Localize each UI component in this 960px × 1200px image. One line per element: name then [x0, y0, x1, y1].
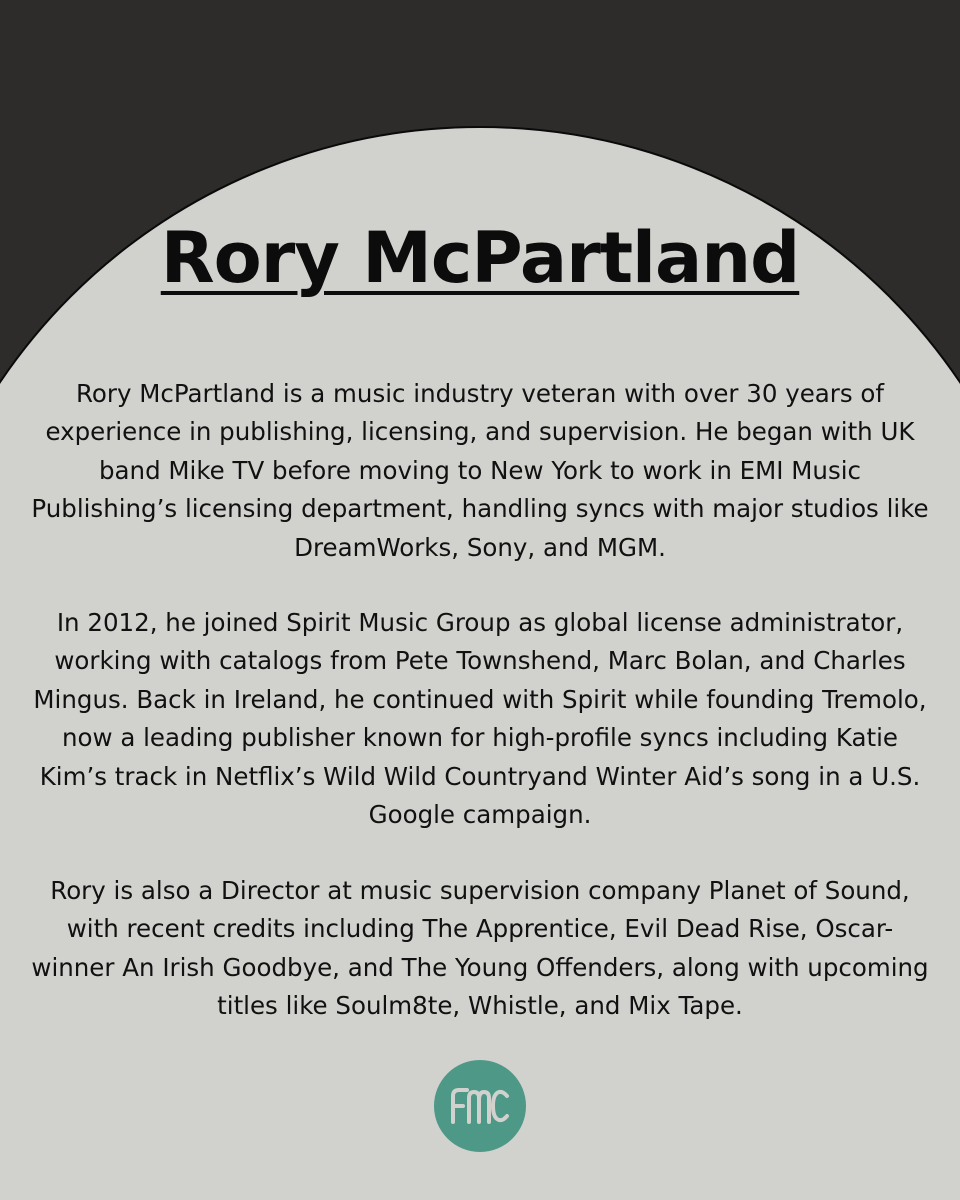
- fmc-logo-icon: [434, 1060, 526, 1152]
- page-title: Rory McPartland: [160, 217, 800, 299]
- bio-paragraph-1: Rory McPartland is a music industry veteran with over 30 years of experience in publishing, licensing, and supervision. He began with UK band Mike TV before moving to New York to work in EMI Music Publishing’s licensing department, handling syncs with major studios like DreamWorks, Sony, and MGM.: [31, 379, 929, 562]
- fmc-logo-mark: [449, 1086, 511, 1126]
- bio-paragraph-3: Rory is also a Director at music supervision company Planet of Sound, with recent credits including The Apprentice, Evil Dead Rise, Oscar-winner An Irish Goodbye, and The Young Offenders, along with upcoming titles like Soulm8te, Whistle, and Mix Tape.: [31, 876, 929, 1021]
- bio-paragraph-2: In 2012, he joined Spirit Music Group as global license administrator, working with catalogs from Pete Townshend, Marc Bolan, and Charles Mingus. Back in Ireland, he continued with Spirit while founding Tremolo, now a leading publisher known for high-profile syncs including Katie Kim’s track in Netflix’s Wild Wild Countryand Winter Aid’s song in a U.S. Google campaign.: [33, 608, 927, 830]
